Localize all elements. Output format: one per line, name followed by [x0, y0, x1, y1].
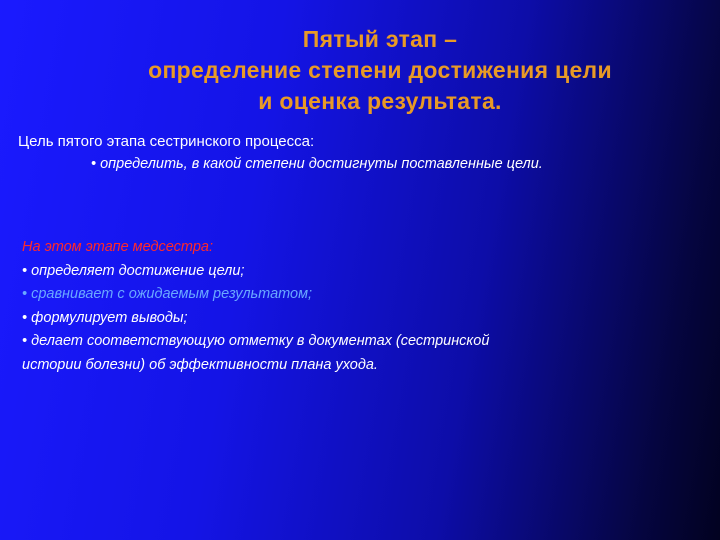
title-line-1: Пятый этап – — [302, 26, 458, 52]
goal-label: Цель пятого этапа сестринского процесса: — [18, 133, 315, 150]
title-line-2: определение степени достижения цели — [148, 57, 612, 83]
list-item: • формулирует выводы; — [22, 309, 188, 326]
list-item: • сравнивает с ожидаемым результатом; — [22, 286, 313, 302]
list-item-continuation: истории болезни) об эффективности плана ухода. — [22, 356, 378, 373]
list-item: • делает соответствующую отметку в документах (сестринской — [22, 333, 490, 349]
slide-title — [60, 24, 700, 117]
nurse-actions-list — [22, 236, 712, 377]
nurse-intro: На этом этапе медсестра: — [22, 239, 213, 255]
goal-item: • определить, в какой степени достигнуты поставленные цели. — [91, 156, 543, 172]
title-line-3: и оценка результата. — [258, 88, 502, 114]
list-item: • определяет достижение цели; — [22, 262, 245, 279]
